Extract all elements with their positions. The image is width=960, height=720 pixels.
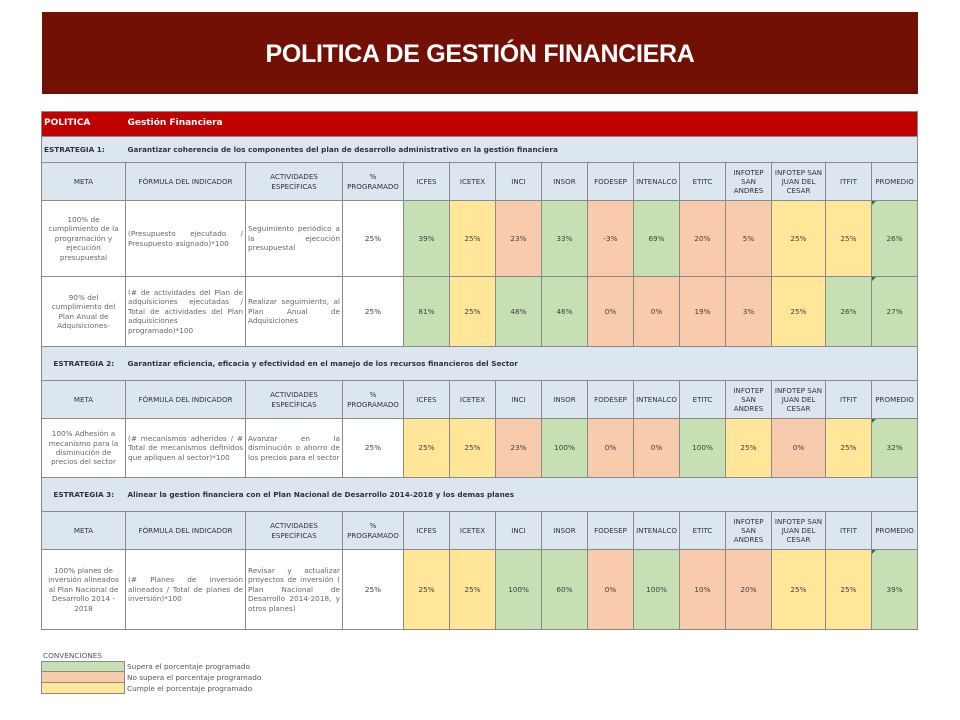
column-header: % PROGRAMADO — [343, 512, 404, 550]
column-header: INFOTEP SAN ANDRES — [726, 512, 772, 550]
strategy-text: Alinear la gestion financiera con el Plan Nacional de Desarrollo 2014-2018 y los demas planes — [126, 478, 918, 512]
meta-cell: 100% planes de inversión alineados al Plan Nacional de Desarrollo 2014 - 2018 — [42, 550, 126, 630]
column-header: ITFIT — [826, 512, 872, 550]
column-header: INCI — [496, 381, 542, 419]
column-header: FÓRMULA DEL INDICADOR — [126, 163, 246, 201]
column-header: ITFIT — [826, 163, 872, 201]
value-cell: 100% — [634, 550, 680, 630]
column-header: INFOTEP SAN JUAN DEL CESAR — [772, 163, 826, 201]
strategy-label: ESTRATEGIA 2: — [42, 347, 126, 381]
value-cell: 23% — [496, 419, 542, 478]
column-header: FODESEP — [588, 163, 634, 201]
value-cell: 0% — [588, 550, 634, 630]
table-row — [42, 277, 918, 347]
header-row — [42, 512, 918, 550]
activity-cell: Avanzar en la disminución o ahorro de los precios para el sector — [246, 419, 343, 478]
title-banner — [42, 12, 918, 94]
policy-name: Gestión Financiera — [126, 112, 918, 137]
legend-label: Cumple el porcentaje programado — [127, 684, 253, 693]
column-header: PROMEDIO — [872, 381, 918, 419]
value-cell: 25% — [404, 419, 450, 478]
column-header: ICETEX — [450, 381, 496, 419]
value-cell: 0% — [634, 419, 680, 478]
meta-cell: 90% del cumplimiento del Plan Anual de Adquisiciones- — [42, 277, 126, 347]
programado-cell: 25% — [343, 419, 404, 478]
column-header: INFOTEP SAN JUAN DEL CESAR — [772, 381, 826, 419]
programado-cell: 25% — [343, 277, 404, 347]
column-header: INSOR — [542, 381, 588, 419]
value-cell: 33% — [542, 201, 588, 277]
formula-cell: (# Planes de inversión alineados / Total de planes de inversión)*100 — [126, 550, 246, 630]
value-cell: 100% — [496, 550, 542, 630]
column-header: ACTIVIDADES ESPECÍFICAS — [246, 163, 343, 201]
column-header: INFOTEP SAN ANDRES — [726, 381, 772, 419]
value-cell: 3% — [726, 277, 772, 347]
value-cell: 19% — [680, 277, 726, 347]
policy-label: POLITICA — [42, 112, 126, 137]
strategy-label: ESTRATEGIA 1: — [42, 137, 126, 163]
header-row — [42, 163, 918, 201]
value-cell: -3% — [588, 201, 634, 277]
table-row — [42, 550, 918, 630]
column-header: FÓRMULA DEL INDICADOR — [126, 512, 246, 550]
promedio-cell: 32% — [872, 419, 918, 478]
value-cell: 26% — [826, 277, 872, 347]
column-header: ETITC — [680, 163, 726, 201]
promedio-cell: 26% — [872, 201, 918, 277]
legend-swatch — [41, 683, 125, 694]
legend-label: Supera el porcentaje programado — [127, 662, 250, 671]
legend-item — [41, 661, 271, 672]
column-header: % PROGRAMADO — [343, 163, 404, 201]
value-cell: 25% — [772, 201, 826, 277]
column-header: % PROGRAMADO — [343, 381, 404, 419]
value-cell: 25% — [826, 550, 872, 630]
legend-item — [41, 672, 271, 683]
column-header: FODESEP — [588, 381, 634, 419]
column-header: FODESEP — [588, 512, 634, 550]
legend-item — [41, 683, 271, 694]
column-header: INSOR — [542, 163, 588, 201]
column-header: INTENALCO — [634, 512, 680, 550]
column-header: ETITC — [680, 381, 726, 419]
column-header: INFOTEP SAN ANDRES — [726, 163, 772, 201]
column-header: ACTIVIDADES ESPECÍFICAS — [246, 512, 343, 550]
value-cell: 100% — [542, 419, 588, 478]
value-cell: 46% — [542, 277, 588, 347]
column-header: FÓRMULA DEL INDICADOR — [126, 381, 246, 419]
legend — [41, 651, 271, 694]
value-cell: 25% — [450, 550, 496, 630]
column-header: ITFIT — [826, 381, 872, 419]
value-cell: 0% — [634, 277, 680, 347]
value-cell: 25% — [450, 277, 496, 347]
column-header: ICFES — [404, 512, 450, 550]
value-cell: 81% — [404, 277, 450, 347]
column-header: INCI — [496, 163, 542, 201]
strategy-row — [42, 478, 918, 512]
column-header: PROMEDIO — [872, 512, 918, 550]
value-cell: 20% — [680, 201, 726, 277]
value-cell: 25% — [450, 419, 496, 478]
column-header: META — [42, 512, 126, 550]
column-header: INSOR — [542, 512, 588, 550]
formula-cell: (# de actividades del Plan de adquisiciones ejecutadas / Total de actividades del Plan adquisiciones programado)*100 — [126, 277, 246, 347]
formula-cell: (Presupuesto ejecutado / Presupuesto asignado)*100 — [126, 201, 246, 277]
table-row — [42, 201, 918, 277]
column-header: ICFES — [404, 381, 450, 419]
column-header: ETITC — [680, 512, 726, 550]
strategy-text: Garantizar eficiencia, eficacia y efectividad en el manejo de los recursos financieros del Sector — [126, 347, 918, 381]
legend-swatch — [41, 661, 125, 672]
column-header: ACTIVIDADES ESPECÍFICAS — [246, 381, 343, 419]
column-header: INTENALCO — [634, 163, 680, 201]
strategy-text: Garantizar coherencia de los componentes del plan de desarrollo administrativo en la gestión financiera — [126, 137, 918, 163]
value-cell: 0% — [588, 419, 634, 478]
formula-cell: (# mecanismos adheridos / # Total de mecanismos definidos que apliquen al sector)*100 — [126, 419, 246, 478]
column-header: META — [42, 381, 126, 419]
promedio-cell: 39% — [872, 550, 918, 630]
table-row — [42, 419, 918, 478]
value-cell: 25% — [772, 550, 826, 630]
header-row — [42, 381, 918, 419]
value-cell: 25% — [726, 419, 772, 478]
strategy-label: ESTRATEGIA 3: — [42, 478, 126, 512]
column-header: ICFES — [404, 163, 450, 201]
value-cell: 23% — [496, 201, 542, 277]
column-header: INFOTEP SAN JUAN DEL CESAR — [772, 512, 826, 550]
value-cell: 60% — [542, 550, 588, 630]
value-cell: 100% — [680, 419, 726, 478]
value-cell: 25% — [826, 201, 872, 277]
policy-row — [42, 112, 918, 137]
column-header: INCI — [496, 512, 542, 550]
value-cell: 10% — [680, 550, 726, 630]
legend-title: CONVENCIONES — [43, 651, 103, 660]
programado-cell: 25% — [343, 201, 404, 277]
value-cell: 25% — [404, 550, 450, 630]
column-header: ICETEX — [450, 512, 496, 550]
value-cell: 25% — [826, 419, 872, 478]
value-cell: 25% — [450, 201, 496, 277]
legend-label: No supera el porcentaje programado — [127, 673, 262, 682]
promedio-cell: 27% — [872, 277, 918, 347]
value-cell: 69% — [634, 201, 680, 277]
strategy-row — [42, 137, 918, 163]
column-header: PROMEDIO — [872, 163, 918, 201]
strategy-row — [42, 347, 918, 381]
value-cell: 0% — [772, 419, 826, 478]
activity-cell: Revisar y actualizar proyectos de inversión ( Plan Nacional de Desarrollo 2014-2018, y otros planes) — [246, 550, 343, 630]
column-header: INTENALCO — [634, 381, 680, 419]
meta-cell: 100% Adhesión a mecanismo para la disminución de precios del sector — [42, 419, 126, 478]
value-cell: 48% — [496, 277, 542, 347]
value-cell: 5% — [726, 201, 772, 277]
value-cell: 25% — [772, 277, 826, 347]
programado-cell: 25% — [343, 550, 404, 630]
value-cell: 20% — [726, 550, 772, 630]
value-cell: 0% — [588, 277, 634, 347]
activity-cell: Realizar seguimiento, al Plan Anual de Adquisiciones — [246, 277, 343, 347]
column-header: META — [42, 163, 126, 201]
column-header: ICETEX — [450, 163, 496, 201]
financial-policy-table — [41, 111, 918, 630]
legend-swatch — [41, 672, 125, 683]
activity-cell: Seguimiento periódico a la ejecución presupuestal — [246, 201, 343, 277]
value-cell: 39% — [404, 201, 450, 277]
meta-cell: 100% de cumplimiento de la programación y ejecución presupuestal — [42, 201, 126, 277]
page-title: POLITICA DE GESTIÓN FINANCIERA — [265, 39, 695, 68]
